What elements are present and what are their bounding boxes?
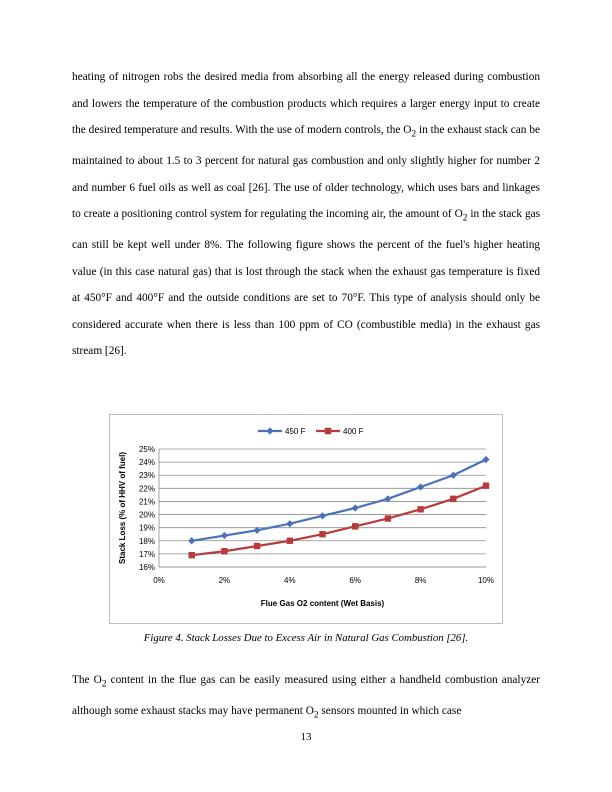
- data-point-450f: [450, 472, 457, 479]
- y-tick-label: 21%: [138, 497, 155, 507]
- series-line-1: [192, 486, 486, 555]
- subscript-2: 2: [411, 129, 417, 140]
- y-tick-label: 25%: [138, 445, 155, 454]
- data-point-400f: [352, 523, 358, 529]
- subscript-2: 2: [101, 679, 107, 690]
- subscript-2: 2: [313, 710, 319, 721]
- y-tick-label: 18%: [138, 536, 155, 546]
- body-paragraph-1: heating of nitrogen robs the desired media from absorbing all the energy released during combustion and lowers the temperature of the combustion products which requires a larger energy input to create the desired temperature and results. With the use of modern controls, the $O_2$ in the exhaust stack can be maintained to about 1.5 to 3 percent for natural gas combustion and only slightly higher for number 2 and number 6 fuel oils as well as coal [26]. The use of older technology, which uses bars and linkages to create a positioning control system for regulating the incoming air, the amount of $O_2$ in the stack gas can still be kept well under 8%. The following figure shows the percent of the fuel's higher heating value (in this case natural gas) that is lost through the stack when the exhaust gas temperature is fixed at 450°F and 400°F and the outside conditions are set to 70°F. This type of analysis should only be considered accurate when there is less than 100 ppm of CO (combustible media) in the exhaust gas stream [26].: [72, 71, 541, 358]
- x-tick-label: 8%: [414, 576, 427, 585]
- x-tick-label: 0%: [153, 576, 165, 585]
- page-number: 13: [300, 731, 312, 743]
- y-tick-label: 23%: [138, 471, 155, 481]
- data-point-400f: [417, 506, 423, 512]
- subscript-2: 2: [462, 213, 468, 224]
- x-tick-label: 10%: [477, 576, 495, 585]
- data-point-400f: [483, 483, 489, 489]
- legend-marker-square: [325, 428, 331, 434]
- figure-caption: Figure 4. Stack Losses Due to Excess Air in Natural Gas Combustion [26].: [143, 632, 469, 644]
- data-point-400f: [287, 538, 293, 544]
- data-point-450f: [221, 532, 228, 539]
- x-axis-title: Flue Gas O2 content (Wet Basis): [260, 599, 385, 608]
- x-tick-label: 6%: [349, 576, 361, 585]
- chart-frame: [109, 414, 503, 624]
- x-tick-label: 2%: [218, 576, 231, 585]
- data-point-450f: [188, 537, 195, 544]
- y-tick-label: 24%: [138, 458, 155, 468]
- legend-label: 450 F: [285, 427, 306, 436]
- data-point-450f: [319, 512, 326, 519]
- data-point-450f: [352, 504, 359, 511]
- y-tick-label: 20%: [138, 510, 155, 520]
- y-tick-label: 22%: [138, 484, 155, 494]
- data-point-450f: [286, 520, 293, 527]
- y-axis-title: Stack Loss (% of HHV of fuel): [118, 451, 127, 565]
- data-point-400f: [254, 543, 260, 549]
- data-point-450f: [417, 483, 424, 490]
- stack-loss-chart: [110, 415, 504, 625]
- legend-label: 400 F: [343, 427, 364, 436]
- data-point-400f: [385, 515, 391, 521]
- data-point-400f: [450, 496, 456, 502]
- y-tick-label: 19%: [138, 523, 155, 533]
- y-tick-label: 17%: [138, 549, 155, 559]
- legend-marker-diamond: [266, 427, 273, 434]
- data-point-400f: [319, 531, 325, 537]
- x-tick-label: 4%: [284, 576, 296, 585]
- y-tick-label: 16%: [138, 563, 155, 572]
- series-line-0: [192, 459, 486, 540]
- data-point-400f: [221, 548, 227, 554]
- body-paragraph-2: The $O_2$ content in the flue gas can be easily measured using either a handheld combustion analyzer although some exhaust stacks may have permanent $O_2$ sensors mounted in which case: [72, 674, 541, 721]
- data-point-400f: [189, 552, 195, 558]
